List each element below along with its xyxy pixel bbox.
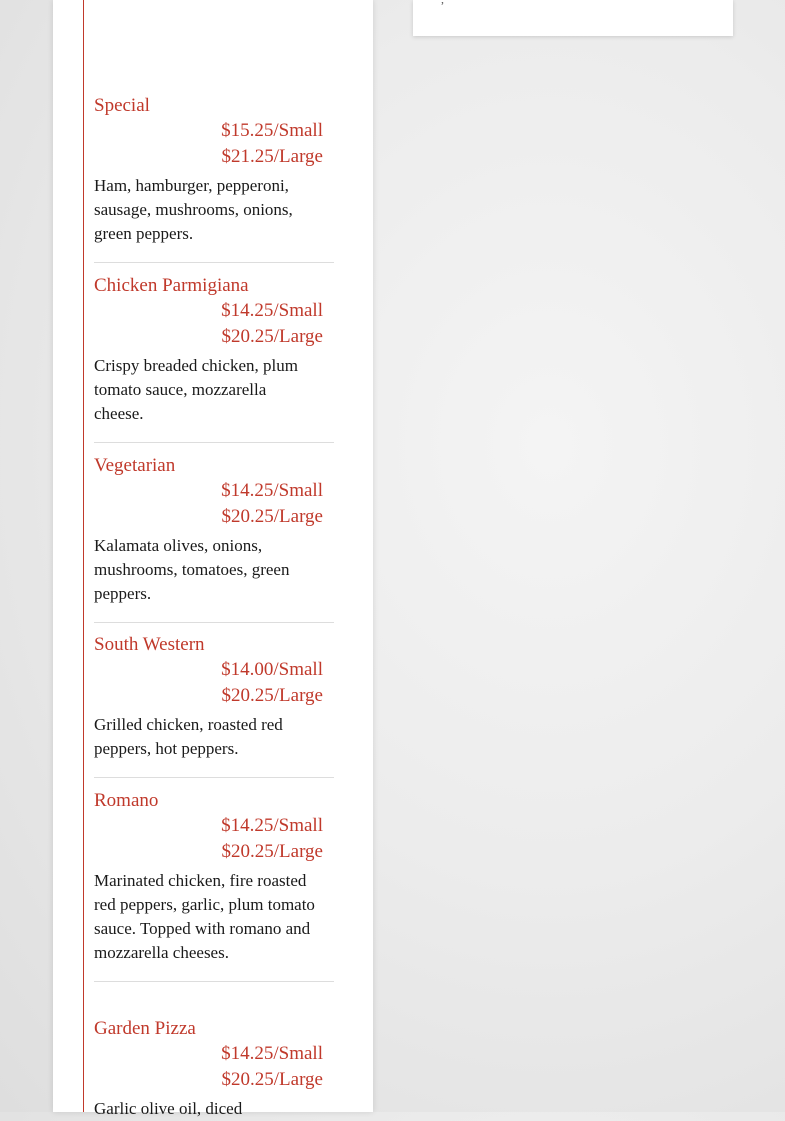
- menu-item-name: Special: [94, 95, 150, 116]
- menu-item-description: Garlic olive oil, diced: [94, 1099, 243, 1118]
- menu-item-special: [94, 94, 334, 263]
- price-small: $15.25/Small: [221, 120, 323, 141]
- menu-item-description: Grilled chicken, roasted red peppers, hot peppers.: [94, 715, 283, 758]
- menu-item-name: South Western: [94, 634, 205, 655]
- price-large: $20.25/Large: [221, 841, 323, 862]
- side-card-glyph: [441, 0, 444, 7]
- side-card: [413, 0, 733, 36]
- price-large: $21.25/Large: [221, 146, 323, 167]
- price-small: $14.25/Small: [221, 1043, 323, 1064]
- price-large: $20.25/Large: [221, 685, 323, 706]
- item-divider: [94, 777, 334, 778]
- menu-item-name: Chicken Parmigiana: [94, 275, 249, 296]
- menu-item-chicken-parmigiana: [94, 274, 334, 443]
- item-divider: [94, 981, 334, 982]
- menu-item-name: Romano: [94, 790, 159, 811]
- menu-item-romano: [94, 789, 334, 982]
- menu-item-name: Garden Pizza: [94, 1018, 196, 1039]
- menu-item-vegetarian: [94, 454, 334, 623]
- price-small: $14.25/Small: [221, 480, 323, 501]
- menu-item-description: Crispy breaded chicken, plum tomato sauce, mozzarella cheese.: [94, 356, 298, 423]
- menu-item-garden-pizza: [94, 1017, 334, 1121]
- price-large: $20.25/Large: [221, 506, 323, 527]
- price-large: $20.25/Large: [221, 1069, 323, 1090]
- item-divider: [94, 442, 334, 443]
- menu-item-name: Vegetarian: [94, 455, 176, 476]
- item-divider: [94, 262, 334, 263]
- menu-item-description: Marinated chicken, fire roasted red peppers, garlic, plum tomato sauce. Topped with romano and mozzarella cheeses.: [94, 871, 315, 962]
- price-large: $20.25/Large: [221, 326, 323, 347]
- menu-panel: [53, 0, 373, 1118]
- menu-item-description: Kalamata olives, onions, mushrooms, tomatoes, green peppers.: [94, 536, 290, 603]
- price-small: $14.25/Small: [221, 815, 323, 836]
- price-small: $14.25/Small: [221, 300, 323, 321]
- item-divider: [94, 622, 334, 623]
- menu-accent-rule: [83, 0, 84, 1112]
- menu-item-south-western: [94, 633, 334, 778]
- menu-item-description: Ham, hamburger, pepperoni, sausage, mushrooms, onions, green peppers.: [94, 176, 293, 243]
- price-small: $14.00/Small: [221, 659, 323, 680]
